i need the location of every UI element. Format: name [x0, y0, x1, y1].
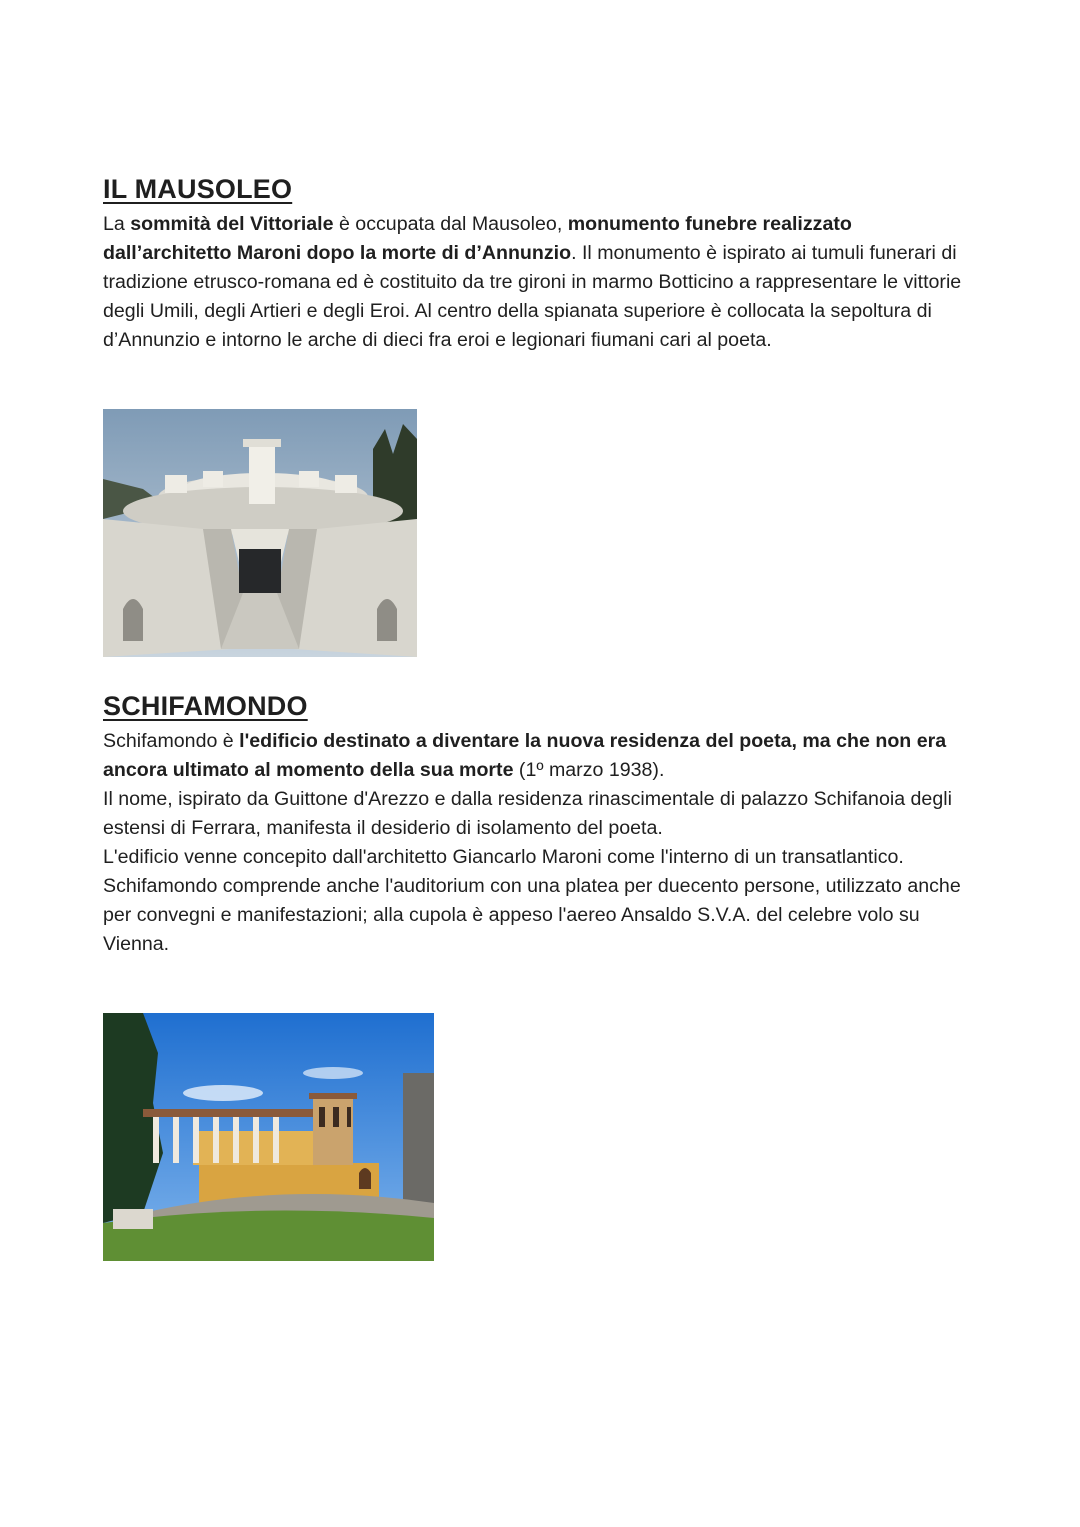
- mausoleo-heading: IL MAUSOLEO: [103, 174, 293, 204]
- text-run: (1º marzo 1938).: [513, 759, 665, 781]
- schifamondo-paragraph-3: L'edificio venne concepito dall'architetto Giancarlo Maroni come l'interno di un transatlantico.: [103, 846, 904, 868]
- text-run: . Il monumento è ispirato ai tumuli funerari di tradizione etrusco-romana ed è costituito da tre gironi in marmo Botticino a rappresentare le vittorie degli Umili, degli Artieri e degli Eroi. Al centro della spianata superiore è collocata la sepoltura di d’Annunzio e intorno le arche di dieci fra eroi e legionari fiumani cari al poeta.: [103, 242, 962, 351]
- schifamondo-heading: SCHIFAMONDO: [103, 691, 308, 721]
- text-run: Schifamondo è: [103, 730, 240, 752]
- text-run: La: [103, 213, 131, 235]
- schifamondo-illustration: [103, 1013, 434, 1261]
- schifamondo-photo: [103, 1013, 434, 1261]
- schifamondo-paragraph-1: [103, 727, 973, 785]
- mausoleo-illustration: [103, 409, 417, 657]
- bold-text-run: monumento funebre realizzato dall’architetto Maroni dopo la morte di d’Annunzio: [103, 213, 852, 264]
- schifamondo-paragraph-2: Il nome, ispirato da Guittone d'Arezzo e dalla residenza rinascimentale di palazzo Schifanoia degli estensi di Ferrara, manifesta il desiderio di isolamento del poeta.: [103, 788, 952, 839]
- text-run: è occupata dal Mausoleo,: [333, 213, 568, 235]
- mausoleo-photo: [103, 409, 417, 657]
- bold-text-run: l'edificio destinato a diventare la nuova residenza del poeta, ma che non era ancora ultimato al momento della sua morte: [103, 730, 947, 781]
- schifamondo-paragraph-4: Schifamondo comprende anche l'auditorium con una platea per duecento persone, utilizzato anche per convegni e manifestazioni; alla cupola è appeso l'aereo Ansaldo S.V.A. del celebre volo su Vienna.: [103, 875, 961, 955]
- mausoleo-section: [103, 173, 973, 355]
- mausoleo-paragraph: [103, 210, 973, 355]
- bold-text-run: sommità del Vittoriale: [130, 213, 334, 235]
- schifamondo-section: [103, 690, 973, 959]
